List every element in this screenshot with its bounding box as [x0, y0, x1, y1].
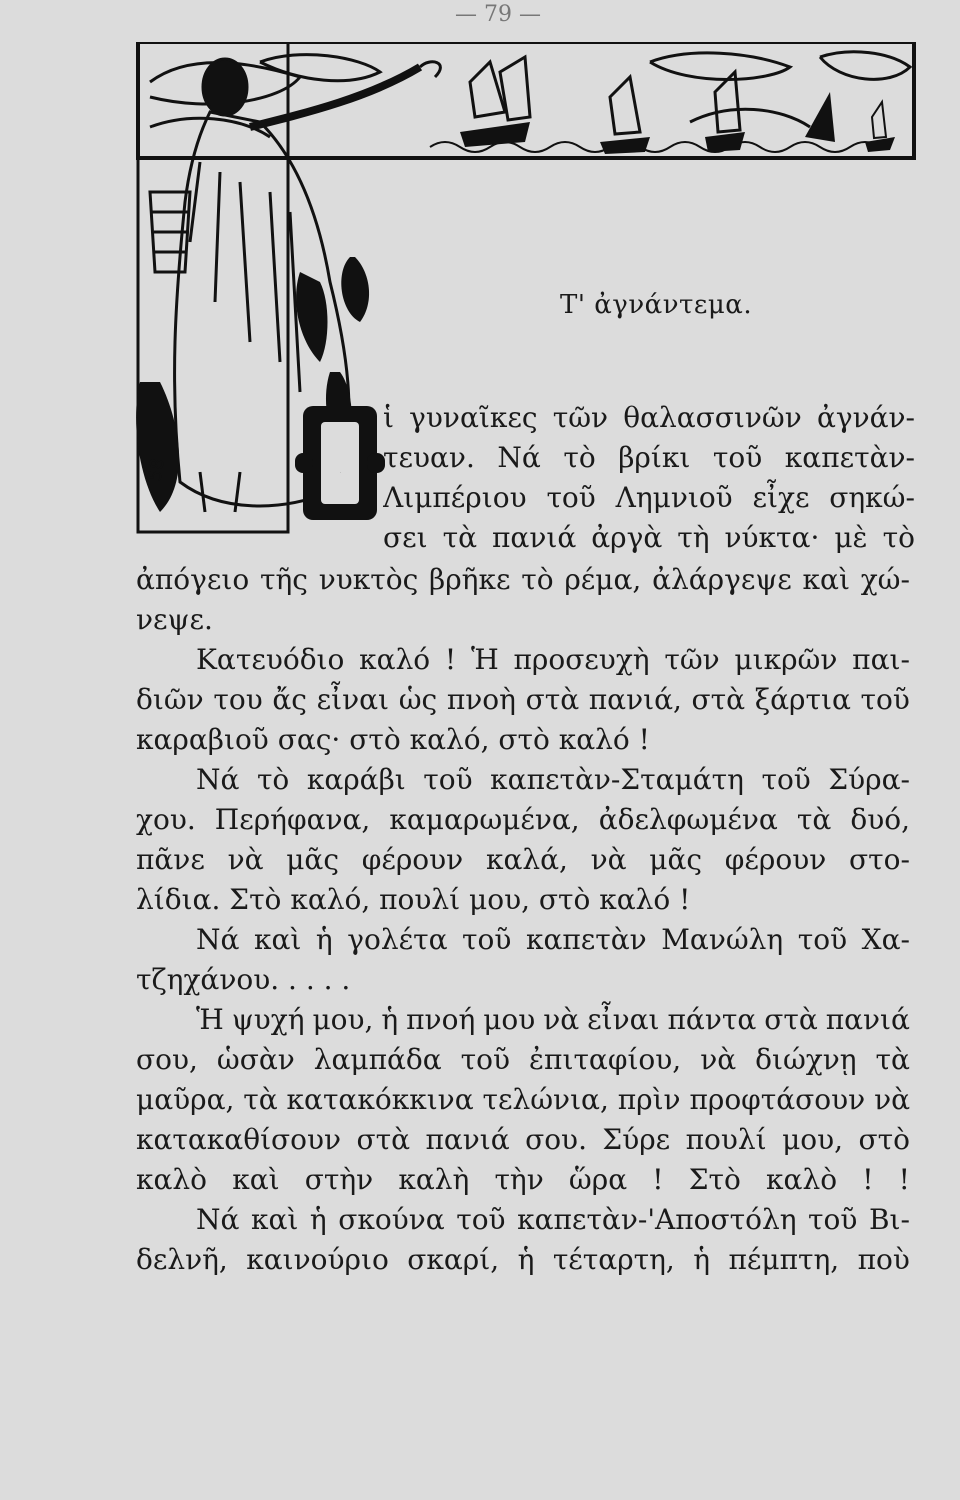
text-line: ἀπόγειο τῆς νυκτὸς βρῆκε τὸ ρέμα, ἀλάργεψε καὶ χώ- [136, 563, 910, 596]
text-line: ἱ γυναῖκες τῶν θαλασσινῶν ἀγνάν- [383, 401, 915, 434]
text-line: σου, ὡσὰν λαμπάδα τοῦ ἐπιταφίου, νὰ διώχνῃ τὰ [136, 1043, 910, 1076]
text-line: Ἡ ψυχή μου, ἡ πνοή μου νὰ εἶναι πάντα στὰ πανιά [196, 1003, 910, 1036]
indented-paragraph [383, 398, 915, 558]
text-line: καλὸ καὶ στὴν καλὴ τὴν ὥρα ! Στὸ καλὸ ! ! [136, 1163, 910, 1196]
text-line: τζηχάνου. . . . . [136, 963, 351, 996]
text-line: χου. Περήφανα, καμαρωμένα, ἀδελφωμένα τὰ δυό, [136, 803, 910, 836]
text-line: Νά καὶ ἡ γολέτα τοῦ καπετὰν Μανώλη τοῦ Χα- [196, 923, 910, 956]
drop-cap-letter [295, 398, 385, 528]
text-line: νεψε. [136, 603, 213, 636]
text-line: διῶν του ἄς εἶναι ὡς πνοὴ στὰ πανιά, στὰ ξάρτια τοῦ [136, 683, 910, 716]
main-text [136, 560, 910, 1280]
text-line: δελνῆ, καινούριο σκαρί, ἡ τέταρτη, ἡ πέμπτη, ποὺ [136, 1243, 910, 1276]
text-line: Νά τὸ καράβι τοῦ καπετὰν-Σταμάτη τοῦ Σύρα- [196, 763, 910, 796]
text-line: λίδια. Στὸ καλό, πουλί μου, στὸ καλό ! [136, 883, 691, 916]
text-line: πᾶνε νὰ μᾶς φέρουν καλά, νὰ μᾶς φέρουν στο- [136, 843, 910, 876]
text-line: Κατευόδιο καλό ! Ἡ προσευχὴ τῶν μικρῶν παι- [196, 643, 910, 676]
text-line: καραβιοῦ σας· στὸ καλό, στὸ καλό ! [136, 723, 650, 756]
text-line: κατακαθίσουν στὰ πανιά σου. Σύρε πουλί μου, στὸ [136, 1123, 910, 1156]
page-number: — 79 — [455, 2, 541, 27]
drop-cap-text: Ο [340, 473, 341, 474]
page-title: Τ' ἀγνάντεμα. [560, 290, 753, 320]
text-line: Λιμπέριου τοῦ Λημνιοῦ εἶχε σηκώ- [383, 481, 915, 514]
text-line: Νά καὶ ἡ σκούνα τοῦ καπετὰν-'Αποστόλη τοῦ Βι- [196, 1203, 910, 1236]
text-line: σει τὰ πανιά ἀργὰ τὴ νύκτα· μὲ τὸ [383, 521, 915, 554]
illustration-numeral: 58 [144, 456, 169, 483]
text-line: μαῦρα, τὰ κατακόκκινα τελώνια, πρὶν προφτάσουν νὰ [136, 1083, 910, 1116]
text-line: τευαν. Νά τὸ βρίκι τοῦ καπετὰν- [383, 441, 915, 474]
